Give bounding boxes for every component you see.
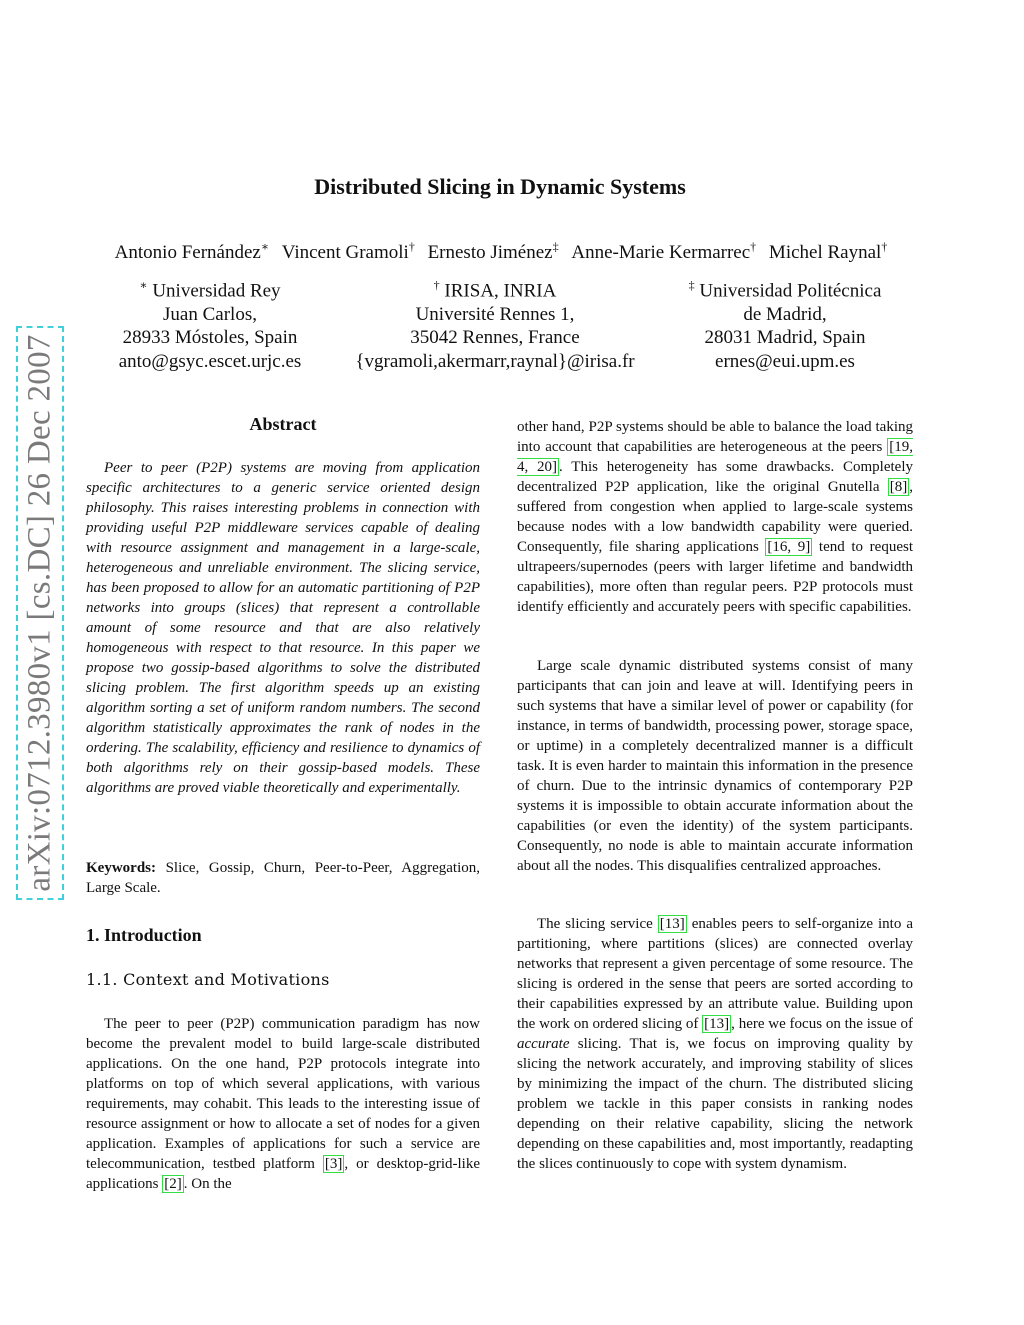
intro-paragraph: The slicing service [13] enables peers to self-organize into a partitioning, where partitions (slices) are connected overlay networks that represent a given percentage of some resource. The slicing is ordered in the sense that peers are sorted according to their capabilities expressed by an attribute value. Building upon the work on ordered slicing of [13] , here we focus on the issue of accurate slicing. That is, we focus on improving quality by slicing the network accurately, and improving stability of slices by minimizing the impact of the churn. The distributed slicing problem we tackle in this paper consists in ranking nodes depending on their relative capability, slicing the network depending on these capabilities and, most importantly, readapting the slices continuously to cope with system dynamism. <box>517 916 913 1172</box>
affiliation-email: anto@gsyc.escet.urjc.es <box>118 350 302 372</box>
citation-link[interactable]: [19, 4, 20] <box>517 439 913 475</box>
keywords-label: Keywords: <box>86 860 156 876</box>
author: Michel Raynal† <box>768 240 888 264</box>
citation-link[interactable]: [13] <box>704 1016 730 1032</box>
author: Anne-Marie Kermarrec† <box>571 240 757 264</box>
author: Vincent Gramoli† <box>281 240 415 264</box>
intro-paragraph-continued: other hand, P2P systems should be able to balance the load taking into account that capabilities are heterogeneous at the peers [19, 4, 20] . This heterogeneity has some drawbacks. Completely decentralized P2P application, like the original Gnutella [8] , suffered from congestion when applied to large-scale systems because nodes with a low bandwidth capability were queried. Consequently, file sharing applications [16, 9] tend to request ultrapeers/supernodes (peers with larger lifetime and bandwidth capabilities), more often than regular peers. P2P protocols must identify efficiently and accurately peers with specific capabilities. <box>517 419 914 615</box>
affiliation-irisa: † IRISA, INRIA Université Rennes 1, 35042 Rennes, France {vgramoli,akermarr,raynal}@irisa.fr <box>340 274 650 373</box>
paper-title: Distributed Slicing in Dynamic Systems <box>314 174 686 199</box>
citation-link[interactable]: [16, 9] <box>767 539 811 555</box>
citation-link[interactable]: [3] <box>324 1156 343 1172</box>
keywords <box>86 858 480 898</box>
intro-paragraph: The peer to peer (P2P) communication paradigm has now become the prevalent model to build large-scale distributed applications. On the one hand, P2P protocols integrate into platforms on top of which several applications, with various requirements, may cohabit. This leads to the interesting issue of resource assignment or how to allocate a set of nodes for a given application. Examples of applications for such a service are telecommunication, testbed platform [3] , or desktop-grid-like applications [2] . On the <box>86 1016 480 1192</box>
section-heading: 1. Introduction <box>86 925 202 945</box>
author: Antonio Fernández∗ <box>114 240 269 264</box>
subsection-heading: 1.1. Context and Motivations <box>86 970 330 989</box>
keywords-text: Slice, Gossip, Churn, Peer-to-Peer, Aggregation, Large Scale. <box>86 860 480 896</box>
author: Ernesto Jiménez‡ <box>427 240 559 264</box>
abstract-body: Peer to peer (P2P) systems are moving from application specific architectures to a generic service oriented design philosophy. This raises interesting problems in connection with providing useful P2P middleware services capable of dealing with resource assignment and management in a large-scale, heterogeneous and unreliable environment. The slicing service, has been proposed to allow for an automatic partitioning of P2P networks into groups (slices) that represent a controllable amount of some resource and that are also relatively homogeneous with respect to that resource. In this paper we propose two gossip-based algorithms to solve the distributed slicing problem. The first algorithm speeds up an existing algorithm sorting a set of uniform random numbers. The second algorithm statistically approximates the rank of nodes in the ordering. The scalability, efficiency and resilience to dynamics of both algorithms rely on their gossip-based models. These algorithms are proved viable theoretically and experimentally. <box>86 460 480 796</box>
intro-paragraph: Large scale dynamic distributed systems consist of many participants that can join and leave at will. Identifying peers in such systems that have a similar level of power or capability (for instance, in terms of bandwidth, processing power, storage space, or uptime) in a completely decentralized manner is a difficult task. It is even harder to maintain this information in the presence of churn. Due to the intrinsic dynamics of contemporary P2P systems it is impossible to obtain accurate information about the capabilities (or even the identity) of the system participants. Consequently, no node is able to maintain accurate information about all the nodes. This disqualifies centralized approaches. <box>517 658 913 874</box>
arxiv-id[interactable]: arXiv:0712.3980v1 [cs.DC] 26 Dec 2007 <box>21 334 58 892</box>
citation-link[interactable]: [13] <box>659 916 685 932</box>
affiliation-urjc: ∗ Universidad Rey Juan Carlos, 28933 Móstoles, Spain anto@gsyc.escet.urjc.es <box>105 274 315 373</box>
affiliation-upm: ‡ Universidad Politécnica de Madrid, 28031 Madrid, Spain ernes@eui.upm.es <box>680 274 890 373</box>
arxiv-stamp <box>16 326 64 900</box>
citation-link[interactable]: [2] <box>164 1176 182 1192</box>
affiliation-email: {vgramoli,akermarr,raynal}@irisa.fr <box>355 350 635 372</box>
citation-link[interactable]: [8] <box>889 479 908 495</box>
author-list <box>0 240 1002 264</box>
affiliation-email: ernes@eui.upm.es <box>715 350 855 372</box>
emphasis: accurate <box>517 1036 570 1052</box>
abstract-heading: Abstract <box>249 414 317 434</box>
